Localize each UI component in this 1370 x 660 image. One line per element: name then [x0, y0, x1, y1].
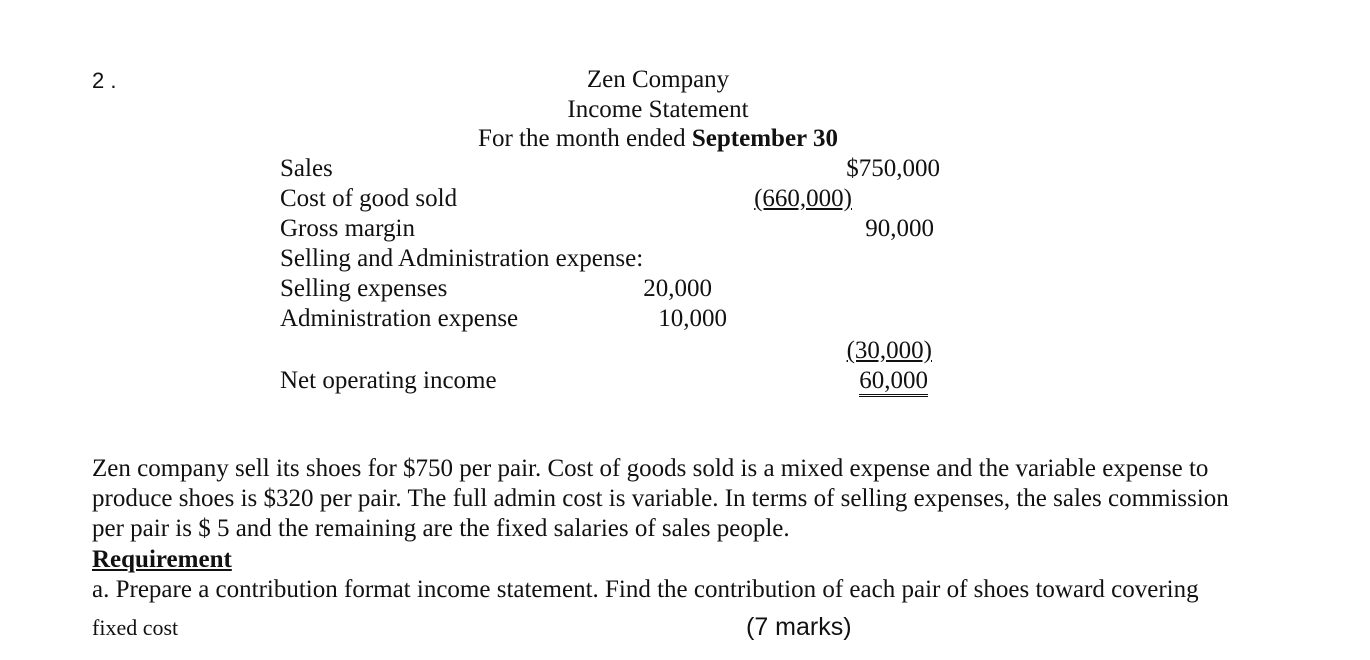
selling-expense-label: Selling expenses: [280, 275, 448, 302]
sales-value: $750,000: [846, 155, 940, 182]
problem-line-2: produce shoes is $320 per pair. The full admin cost is variable. In terms of selling expenses, the sales commission: [92, 485, 1229, 512]
sa-expense-label: Selling and Administration expense:: [280, 245, 644, 272]
admin-expense-value: 10,000: [658, 305, 727, 332]
cogs-value: (660,000): [754, 185, 852, 212]
sales-label: Sales: [280, 155, 333, 182]
total-expense-value: (30,000): [846, 337, 932, 364]
statement-period: [0, 125, 1316, 153]
company-name: Zen Company: [586, 66, 730, 93]
requirement-a-line-2: fixed cost: [92, 615, 179, 640]
marks-label: (7 marks): [746, 613, 852, 641]
net-income-amount: 60,000: [859, 367, 928, 397]
gross-margin-value: 90,000: [865, 215, 934, 242]
question-number: 2 .: [92, 68, 117, 93]
problem-line-1: Zen company sell its shoes for $750 per pair. Cost of goods sold is a mixed expense and the variable expense to: [92, 455, 1209, 482]
period-prefix: For the month ended: [478, 125, 692, 152]
gross-margin-label: Gross margin: [280, 215, 415, 242]
problem-line-3: per pair is $ 5 and the remaining are the fixed salaries of sales people.: [92, 515, 790, 542]
requirement-heading: Requirement: [92, 546, 232, 573]
period-date: September 30: [691, 125, 838, 152]
selling-expense-value: 20,000: [643, 275, 712, 302]
statement-title: Income Statement: [567, 96, 749, 123]
requirement-a-line-1: a. Prepare a contribution format income statement. Find the contribution of each pair of shoes toward covering: [92, 576, 1199, 603]
net-income-label: Net operating income: [280, 367, 497, 394]
net-income-value: [820, 367, 928, 395]
cogs-label: Cost of good sold: [280, 185, 458, 212]
admin-expense-label: Administration expense: [280, 305, 519, 332]
